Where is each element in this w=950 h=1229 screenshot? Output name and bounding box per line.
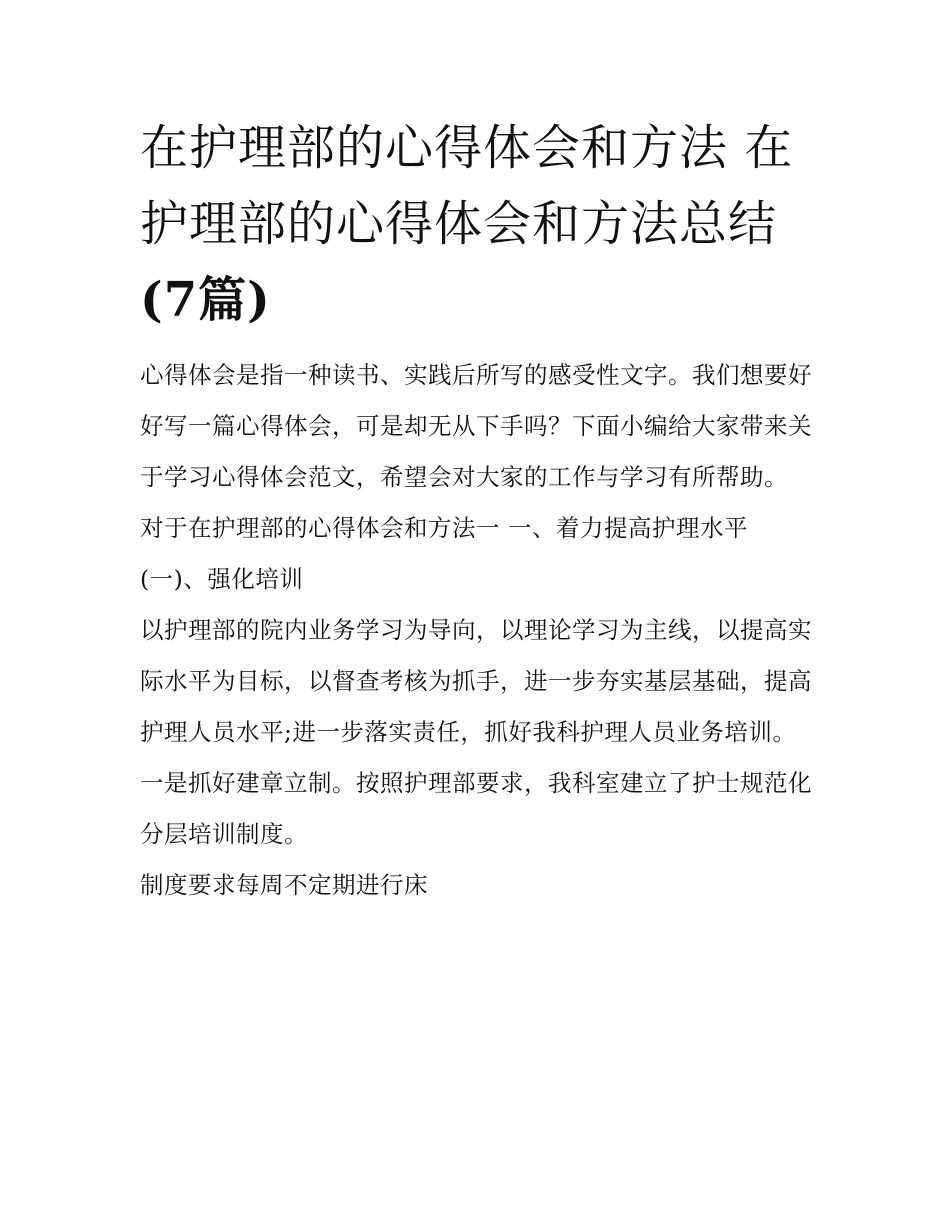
- title-main: 在护理部的心得体会和方法 在护理部的心得体会和方法总结: [140, 120, 794, 252]
- paragraph-intro: 心得体会是指一种读书、实践后所写的感受性文字。我们想要好好写一篇心得体会，可是却无从下手吗？下面小编给大家带来关于学习心得体会范文，希望会对大家的工作与学习有所帮助。: [140, 361, 812, 491]
- document-page: [140, 110, 815, 911]
- document-body: [140, 350, 815, 911]
- document-title: [140, 110, 815, 338]
- paragraph-subheading: (一)、强化培训: [140, 565, 304, 593]
- title-suffix: (7篇): [140, 272, 271, 328]
- paragraph-truncated: 制度要求每周不定期进行床: [140, 871, 428, 899]
- paragraph-training: 以护理部的院内业务学习为导向，以理论学习为主线，以提高实际水平为目标，以督查考核为抓手，进一步夯实基层基础，提高护理人员水平;进一步落实责任，抓好我科护理人员业务培训。一是抓好建章立制。按照护理部要求，我科室建立了护士规范化分层培训制度。: [140, 616, 812, 848]
- paragraph-section-heading: 对于在护理部的心得体会和方法一 一、着力提高护理水平: [140, 514, 748, 542]
